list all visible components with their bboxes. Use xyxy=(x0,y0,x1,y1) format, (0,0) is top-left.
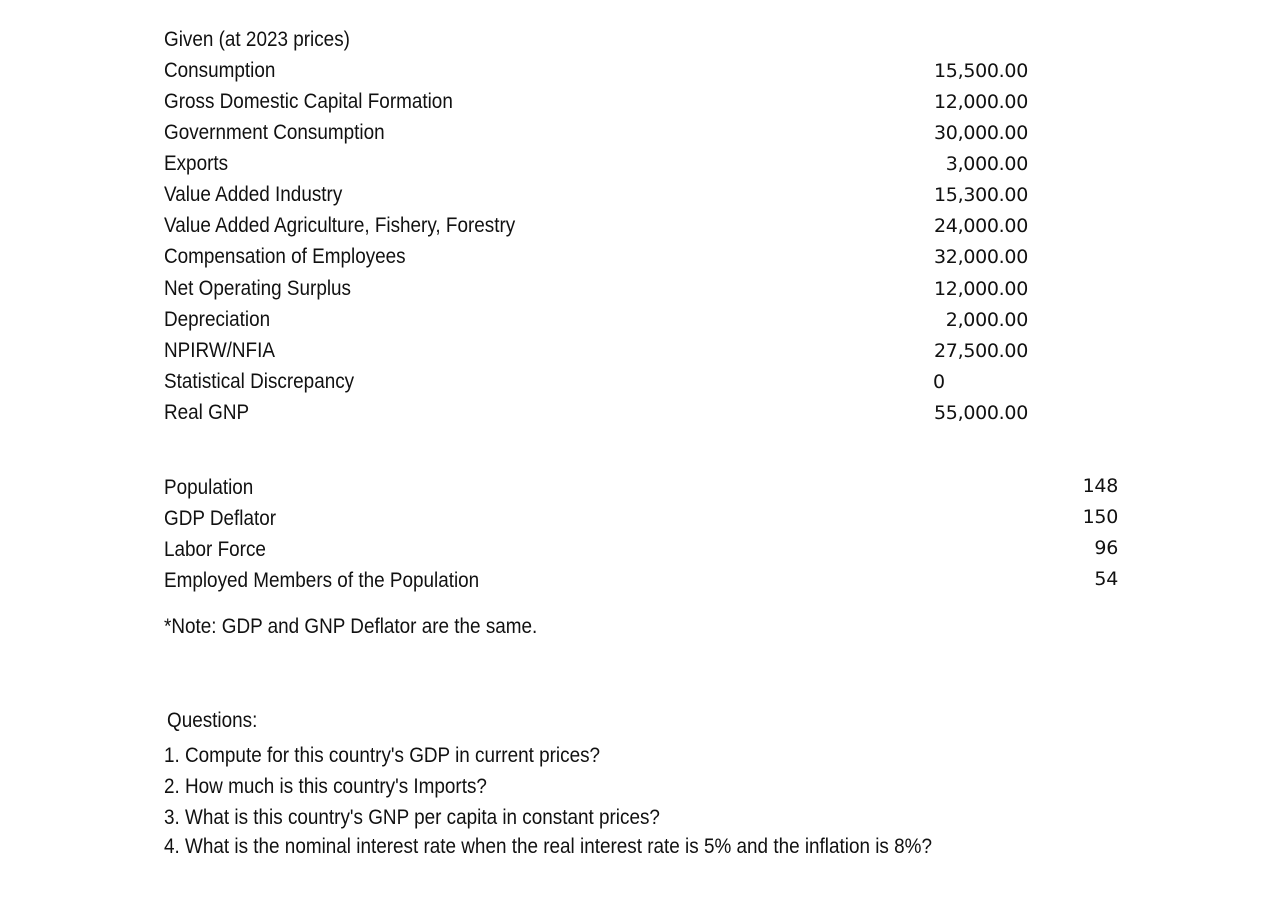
item-value-government-consumption: 30,000.00 xyxy=(934,122,1028,144)
item-label-statistical-discrepancy: Statistical Discrepancy xyxy=(164,370,355,393)
item-label-gross-domestic-capital-formation: Gross Domestic Capital Formation xyxy=(164,90,453,113)
item-value-statistical-discrepancy: 0 xyxy=(933,371,945,393)
question-4: 4. What is the nominal interest rate when the real interest rate is 5% and the inflation is 8%? xyxy=(164,835,932,858)
question-3: 3. What is this country's GNP per capita in constant prices? xyxy=(164,806,660,829)
item-value-value-added-agriculture: 24,000.00 xyxy=(934,215,1028,237)
stat-value-gdp-deflator: 150 xyxy=(1082,506,1118,528)
item-label-value-added-agriculture: Value Added Agriculture, Fishery, Forestry xyxy=(164,214,516,237)
stat-value-labor-force: 96 xyxy=(1094,537,1118,559)
item-value-npirw-nfia: 27,500.00 xyxy=(934,340,1028,362)
item-label-npirw-nfia: NPIRW/NFIA xyxy=(164,339,275,362)
given-title: Given (at 2023 prices) xyxy=(164,28,350,51)
stat-label-labor-force: Labor Force xyxy=(164,538,266,561)
item-label-real-gnp: Real GNP xyxy=(164,401,250,424)
item-value-exports: 3,000.00 xyxy=(945,153,1028,175)
item-label-net-operating-surplus: Net Operating Surplus xyxy=(164,277,352,300)
item-value-gross-domestic-capital-formation: 12,000.00 xyxy=(934,91,1028,113)
item-label-government-consumption: Government Consumption xyxy=(164,121,385,144)
question-2: 2. How much is this country's Imports? xyxy=(164,775,487,798)
item-value-depreciation: 2,000.00 xyxy=(945,309,1028,331)
stat-value-population: 148 xyxy=(1082,475,1118,497)
item-value-net-operating-surplus: 12,000.00 xyxy=(934,278,1028,300)
stat-label-population: Population xyxy=(164,476,254,499)
questions-title: Questions: xyxy=(167,709,258,732)
item-label-compensation-of-employees: Compensation of Employees xyxy=(164,245,406,268)
item-label-depreciation: Depreciation xyxy=(164,308,271,331)
item-value-consumption: 15,500.00 xyxy=(934,60,1028,82)
stat-label-employed-members: Employed Members of the Population xyxy=(164,569,480,592)
item-label-exports: Exports xyxy=(164,152,229,175)
item-value-value-added-industry: 15,300.00 xyxy=(934,184,1028,206)
question-1: 1. Compute for this country's GDP in current prices? xyxy=(164,744,601,767)
item-label-consumption: Consumption xyxy=(164,59,276,82)
item-value-real-gnp: 55,000.00 xyxy=(934,402,1028,424)
item-label-value-added-industry: Value Added Industry xyxy=(164,183,343,206)
stat-value-employed-members: 54 xyxy=(1094,568,1118,590)
deflator-note: *Note: GDP and GNP Deflator are the same. xyxy=(164,615,538,638)
stat-label-gdp-deflator: GDP Deflator xyxy=(164,507,277,530)
item-value-compensation-of-employees: 32,000.00 xyxy=(934,246,1028,268)
